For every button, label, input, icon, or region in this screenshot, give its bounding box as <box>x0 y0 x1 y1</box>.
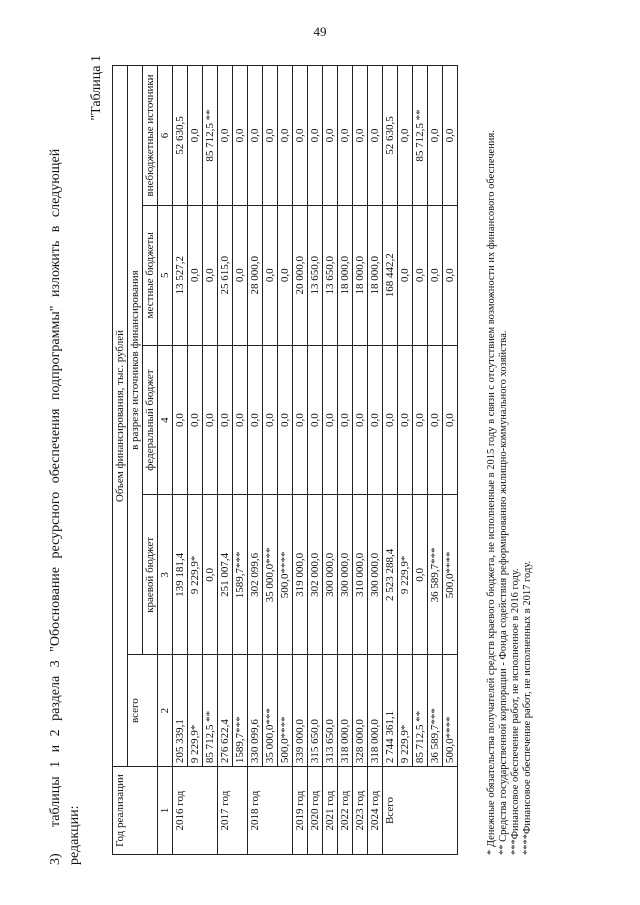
cell-year: Всего <box>383 767 398 855</box>
cell-year <box>413 767 428 855</box>
cell-regional: 300 000,0 <box>338 495 353 655</box>
cell-local: 0,0 <box>398 205 413 345</box>
cell-local: 0,0 <box>428 205 443 345</box>
cell-federal: 0,0 <box>338 345 353 495</box>
table-row <box>203 66 218 855</box>
cell-extra: 0,0 <box>233 66 248 206</box>
cell-total: 500,0**** <box>278 655 293 767</box>
cell-local: 25 615,0 <box>218 205 233 345</box>
cell-year: 2016 год <box>173 767 188 855</box>
cell-federal: 0,0 <box>173 345 188 495</box>
cell-extra: 0,0 <box>443 66 458 206</box>
cell-year <box>428 767 443 855</box>
cell-federal: 0,0 <box>188 345 203 495</box>
table-row <box>308 66 323 855</box>
table-row <box>218 66 233 855</box>
footnotes <box>486 55 534 855</box>
cell-local: 0,0 <box>263 205 278 345</box>
cell-extra: 0,0 <box>338 66 353 206</box>
rotated-content <box>46 35 586 865</box>
cell-year: 2023 год <box>353 767 368 855</box>
cell-federal: 0,0 <box>443 345 458 495</box>
header-year: Год реализации <box>113 767 158 855</box>
cell-regional: 35 000,0*** <box>263 495 278 655</box>
cell-total: 9 229,9* <box>188 655 203 767</box>
table-row <box>188 66 203 855</box>
cell-local: 18 000,0 <box>368 205 383 345</box>
cell-local: 13 650,0 <box>323 205 338 345</box>
header-local: местные бюджеты <box>143 205 158 345</box>
cell-total: 500,0**** <box>443 655 458 767</box>
cell-local: 0,0 <box>188 205 203 345</box>
cell-federal: 0,0 <box>218 345 233 495</box>
cell-local: 20 000,0 <box>293 205 308 345</box>
cell-total: 330 099,6 <box>248 655 263 767</box>
col-number: 3 <box>158 495 173 655</box>
header-by-sources: в разрезе источников финансирования <box>128 66 143 655</box>
cell-federal: 0,0 <box>278 345 293 495</box>
cell-year: 2017 год <box>218 767 233 855</box>
cell-local: 13 527,2 <box>173 205 188 345</box>
table-row <box>443 66 458 855</box>
cell-regional: 9 229,9* <box>188 495 203 655</box>
table-row <box>353 66 368 855</box>
cell-federal: 0,0 <box>323 345 338 495</box>
table-row <box>173 66 188 855</box>
cell-federal: 0,0 <box>203 345 218 495</box>
table-body <box>173 66 458 855</box>
footnote: * Денежные обязательства получателей средств краевого бюджета, не исполненные в 2015 году в связи с отсутствием возможности их финансового обеспечения. <box>486 130 497 855</box>
cell-total: 205 339,1 <box>173 655 188 767</box>
table-row <box>368 66 383 855</box>
cell-regional: 36 589,7*** <box>428 495 443 655</box>
cell-regional: 9 229,9* <box>398 495 413 655</box>
cell-federal: 0,0 <box>368 345 383 495</box>
footnote: ****Финансовое обеспечение работ, не исполненных в 2017 году. <box>522 560 533 855</box>
intro-line-1: таблицы 1 и 2 раздела 3 "Обоснование ресурсного обеспечения подпрограммы" изложить в следующей <box>48 148 63 827</box>
table-row <box>428 66 443 855</box>
cell-regional: 302 000,0 <box>308 495 323 655</box>
table-row <box>413 66 428 855</box>
cell-total: 36 589,7*** <box>428 655 443 767</box>
item-number: 3) <box>48 853 63 865</box>
cell-extra: 0,0 <box>278 66 293 206</box>
cell-federal: 0,0 <box>308 345 323 495</box>
cell-extra: 0,0 <box>293 66 308 206</box>
cell-local: 0,0 <box>443 205 458 345</box>
cell-year <box>203 767 218 855</box>
cell-total: 276 622,4 <box>218 655 233 767</box>
cell-total: 9 229,9* <box>398 655 413 767</box>
cell-federal: 0,0 <box>428 345 443 495</box>
header-regional: краевой бюджет <box>143 495 158 655</box>
page-number: 49 <box>313 24 327 39</box>
cell-federal: 0,0 <box>398 345 413 495</box>
cell-year <box>398 767 413 855</box>
cell-year <box>263 767 278 855</box>
col-number: 1 <box>158 767 173 855</box>
cell-year <box>443 767 458 855</box>
cell-regional: 319 000,0 <box>293 495 308 655</box>
cell-extra: 0,0 <box>218 66 233 206</box>
cell-extra: 0,0 <box>308 66 323 206</box>
cell-regional: 251 007,4 <box>218 495 233 655</box>
cell-total: 35 000,0*** <box>263 655 278 767</box>
cell-extra: 52 630,5 <box>173 66 188 206</box>
cell-federal: 0,0 <box>353 345 368 495</box>
cell-year: 2020 год <box>308 767 323 855</box>
cell-regional: 0,0 <box>413 495 428 655</box>
col-number: 6 <box>158 66 173 206</box>
cell-federal: 0,0 <box>263 345 278 495</box>
cell-extra: 0,0 <box>263 66 278 206</box>
cell-total: 85 712,5 ** <box>203 655 218 767</box>
cell-total: 318 000,0 <box>338 655 353 767</box>
intro-line-2: редакции: <box>67 805 82 865</box>
cell-total: 328 000,0 <box>353 655 368 767</box>
cell-extra: 0,0 <box>188 66 203 206</box>
cell-year: 2018 год <box>248 767 263 855</box>
cell-regional: 500,0**** <box>278 495 293 655</box>
cell-year: 2019 год <box>293 767 308 855</box>
cell-local: 0,0 <box>413 205 428 345</box>
cell-year: 2021 год <box>323 767 338 855</box>
cell-extra: 0,0 <box>428 66 443 206</box>
cell-regional: 300 000,0 <box>368 495 383 655</box>
cell-federal: 0,0 <box>233 345 248 495</box>
footnote: ***Финансовое обеспечение работ, не исполненное в 2016 году. <box>510 568 521 855</box>
cell-regional: 310 000,0 <box>353 495 368 655</box>
cell-extra: 0,0 <box>323 66 338 206</box>
cell-total: 315 650,0 <box>308 655 323 767</box>
cell-year: 2024 год <box>368 767 383 855</box>
table-caption: "Таблица 1 <box>89 55 104 121</box>
cell-regional: 302 099,6 <box>248 495 263 655</box>
cell-federal: 0,0 <box>413 345 428 495</box>
cell-year <box>278 767 293 855</box>
header-total: всего <box>128 655 158 767</box>
cell-local: 18 000,0 <box>353 205 368 345</box>
cell-total: 85 712,5 ** <box>413 655 428 767</box>
col-number: 2 <box>158 655 173 767</box>
cell-local: 28 000,0 <box>248 205 263 345</box>
cell-federal: 0,0 <box>293 345 308 495</box>
cell-total: 318 000,0 <box>368 655 383 767</box>
cell-total: 2 744 361,1 <box>383 655 398 767</box>
table-row <box>293 66 308 855</box>
cell-local: 0,0 <box>203 205 218 345</box>
table-row <box>263 66 278 855</box>
cell-total: 339 000,0 <box>293 655 308 767</box>
header-volume: Объем финансирования, тыс. рублей <box>113 66 128 767</box>
cell-local: 18 000,0 <box>338 205 353 345</box>
cell-local: 13 650,0 <box>308 205 323 345</box>
cell-regional: 1589,7*** <box>233 495 248 655</box>
table-row <box>323 66 338 855</box>
cell-total: 313 650,0 <box>323 655 338 767</box>
cell-federal: 0,0 <box>383 345 398 495</box>
cell-extra: 0,0 <box>248 66 263 206</box>
cell-year <box>233 767 248 855</box>
cell-regional: 139 181,4 <box>173 495 188 655</box>
cell-federal: 0,0 <box>248 345 263 495</box>
table-row <box>338 66 353 855</box>
cell-regional: 2 523 288,4 <box>383 495 398 655</box>
table-row <box>398 66 413 855</box>
table-row <box>233 66 248 855</box>
table-row <box>383 66 398 855</box>
cell-year <box>188 767 203 855</box>
cell-extra: 0,0 <box>353 66 368 206</box>
cell-local: 0,0 <box>233 205 248 345</box>
col-number: 4 <box>158 345 173 495</box>
cell-local: 168 442,2 <box>383 205 398 345</box>
cell-year: 2022 год <box>338 767 353 855</box>
cell-regional: 0,0 <box>203 495 218 655</box>
col-number: 5 <box>158 205 173 345</box>
cell-total: 1589,7*** <box>233 655 248 767</box>
cell-extra: 85 712,5 ** <box>413 66 428 206</box>
cell-regional: 300 000,0 <box>323 495 338 655</box>
cell-extra: 85 712,5 ** <box>203 66 218 206</box>
financing-table <box>112 65 458 855</box>
cell-regional: 500,0**** <box>443 495 458 655</box>
cell-local: 0,0 <box>278 205 293 345</box>
header-federal: федеральный бюджет <box>143 345 158 495</box>
header-extra: внебюджетные источники <box>143 66 158 206</box>
cell-extra: 52 630,5 <box>383 66 398 206</box>
cell-extra: 0,0 <box>398 66 413 206</box>
intro-text <box>46 35 84 865</box>
table-row <box>248 66 263 855</box>
footnote: ** Средства государственной корпорации - Фонда содействия реформированию жилищно-коммунального хозяйства. <box>498 330 509 855</box>
table-row <box>278 66 293 855</box>
cell-extra: 0,0 <box>368 66 383 206</box>
